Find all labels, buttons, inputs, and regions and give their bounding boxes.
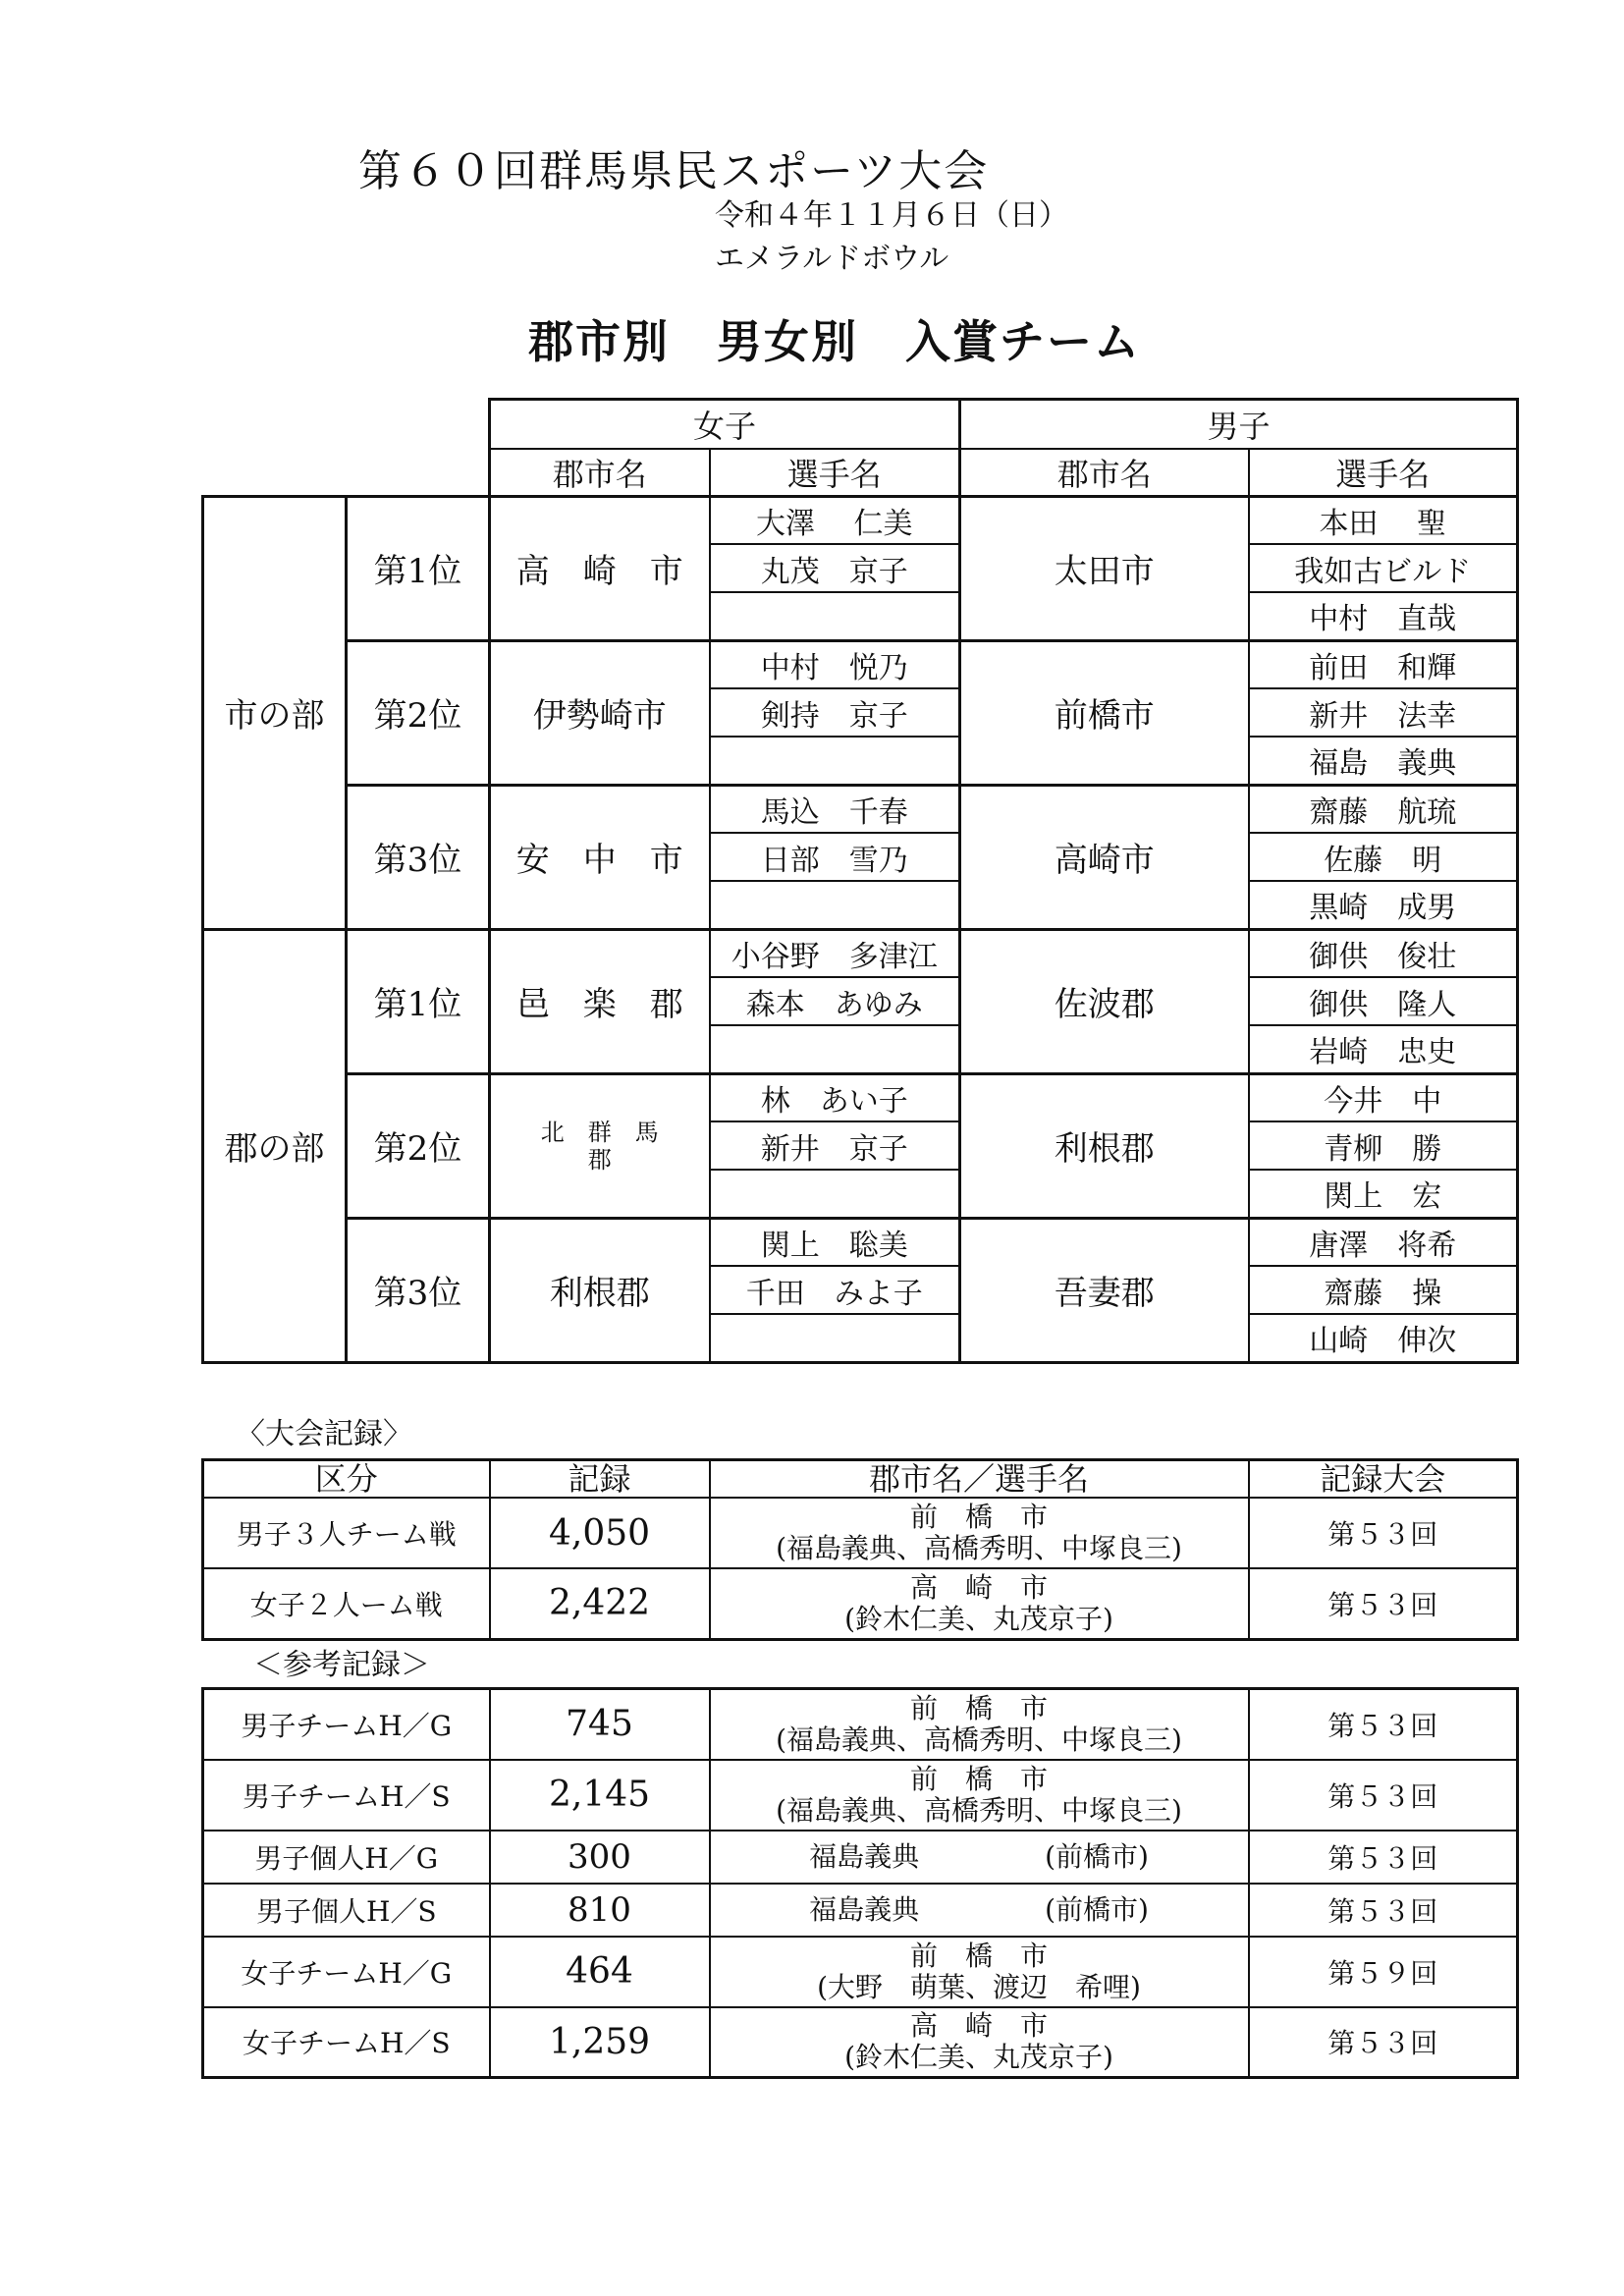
rank-label: 第3位: [347, 1218, 490, 1362]
ref-category: 女子チームH／S: [203, 2007, 490, 2078]
blank-corner: [203, 449, 490, 497]
record-players: (福島義典、高橋秀明、中塚良三): [776, 1532, 1182, 1564]
ref-holder: [710, 1831, 1249, 1884]
table-row: [203, 1568, 1518, 1639]
ref-category: 男子個人H／G: [203, 1831, 490, 1884]
men-player: 我如古ビルド: [1249, 544, 1518, 592]
women-city: 安 中 市: [490, 785, 710, 929]
ref-category: 男子個人H／S: [203, 1884, 490, 1937]
rank-label: 第2位: [347, 640, 490, 785]
record-event: 第５３回: [1249, 1568, 1518, 1639]
record-city: 前 橋 市: [909, 1501, 1048, 1533]
women-city-header: 郡市名: [490, 449, 710, 497]
table-row: [203, 1831, 1518, 1884]
col-header-event: 記録大会: [1249, 1460, 1518, 1499]
men-player: 新井 法幸: [1249, 688, 1518, 737]
men-player: 齋藤 航琉: [1249, 785, 1518, 833]
men-city: 前橋市: [960, 640, 1249, 785]
reference-table: [201, 1687, 1519, 2079]
men-player: 中村 直哉: [1249, 592, 1518, 640]
ref-score: 464: [490, 1937, 710, 2007]
women-player: 剣持 京子: [710, 688, 960, 737]
women-player: 森本 あゆみ: [710, 977, 960, 1025]
men-player: 前田 和輝: [1249, 640, 1518, 688]
women-player: 関上 聡美: [710, 1218, 960, 1266]
ref-category: 男子チームH／S: [203, 1760, 490, 1831]
event-venue: エメラルドボウル: [715, 242, 949, 276]
ref-affiliation: (前橋市): [1045, 1839, 1149, 1873]
rank-label: 第1位: [347, 929, 490, 1073]
blank-corner: [203, 400, 490, 449]
ref-category: 男子チームH／G: [203, 1689, 490, 1760]
ref-event: 第５３回: [1249, 1831, 1518, 1884]
ref-players: (鈴木仁美、丸茂京子): [844, 2041, 1113, 2074]
women-players-header: 選手名: [710, 449, 960, 497]
record-event: 第５３回: [1249, 1498, 1518, 1568]
rank-label: 第1位: [347, 496, 490, 640]
col-header-category: 区分: [203, 1460, 490, 1499]
ref-players: (福島義典、高橋秀明、中塚良三): [776, 1722, 1182, 1756]
ref-holder: [710, 1884, 1249, 1937]
record-category: 女子２人ーム戦: [203, 1568, 490, 1639]
women-player: 千田 みよ子: [710, 1266, 960, 1314]
ref-city: 前 橋 市: [909, 1691, 1048, 1724]
ref-holder: [710, 1760, 1249, 1831]
men-player: 黒崎 成男: [1249, 881, 1518, 929]
results-heading: 郡市別 男女別 入賞チーム: [528, 315, 1141, 368]
ref-players: (大野 萌葉、渡辺 希哩): [817, 1970, 1141, 2003]
col-header-score: 記録: [490, 1460, 710, 1499]
men-city: 吾妻郡: [960, 1218, 1249, 1362]
col-header-name: 郡市名／選手名: [710, 1460, 1249, 1499]
men-players-header: 選手名: [1249, 449, 1518, 497]
women-city: 高 崎 市: [490, 496, 710, 640]
record-holder: [710, 1568, 1249, 1639]
men-city-header: 郡市名: [960, 449, 1249, 497]
rank-label: 第2位: [347, 1073, 490, 1218]
women-player: [710, 1314, 960, 1362]
records-table: [201, 1458, 1519, 1641]
record-players: (鈴木仁美、丸茂京子): [844, 1602, 1113, 1635]
ref-event: 第５９回: [1249, 1937, 1518, 2007]
women-player: 新井 京子: [710, 1121, 960, 1170]
women-player: 丸茂 京子: [710, 544, 960, 592]
women-header: 女子: [490, 400, 960, 449]
women-player: 日部 雪乃: [710, 833, 960, 881]
table-row: [203, 2007, 1518, 2078]
women-player: 林 あい子: [710, 1073, 960, 1121]
table-row: [203, 1689, 1518, 1760]
ref-players: (福島義典、高橋秀明、中塚良三): [776, 1793, 1182, 1827]
men-player: 齋藤 操: [1249, 1266, 1518, 1314]
ref-event: 第５３回: [1249, 1760, 1518, 1831]
reference-label: ＜参考記録＞: [253, 1648, 430, 1682]
women-player: [710, 1025, 960, 1073]
division-label: 市の部: [203, 496, 347, 929]
men-player: 岩崎 忠史: [1249, 1025, 1518, 1073]
ref-city: 前 橋 市: [909, 1762, 1048, 1795]
men-player: 御供 俊壮: [1249, 929, 1518, 977]
record-score: 4,050: [490, 1498, 710, 1568]
document-title: 第６０回群馬県民スポーツ大会: [358, 146, 990, 196]
division-label: 郡の部: [203, 929, 347, 1362]
ref-category: 女子チームH／G: [203, 1937, 490, 2007]
women-player: [710, 1170, 960, 1218]
results-table: [201, 398, 1519, 1364]
men-player: 本田 聖: [1249, 496, 1518, 544]
men-player: 唐澤 将希: [1249, 1218, 1518, 1266]
record-city: 高 崎 市: [909, 1570, 1048, 1604]
table-row: [203, 1498, 1518, 1568]
men-player: 佐藤 明: [1249, 833, 1518, 881]
men-player: 青柳 勝: [1249, 1121, 1518, 1170]
ref-score: 810: [490, 1884, 710, 1937]
record-category: 男子３人チーム戦: [203, 1498, 490, 1568]
women-player: [710, 737, 960, 785]
women-city: 伊勢崎市: [490, 640, 710, 785]
ref-holder: [710, 1937, 1249, 2007]
men-header: 男子: [960, 400, 1518, 449]
women-player: 中村 悦乃: [710, 640, 960, 688]
women-player: [710, 881, 960, 929]
ref-event: 第５３回: [1249, 1884, 1518, 1937]
women-city: 利根郡: [490, 1218, 710, 1362]
men-player: 御供 隆人: [1249, 977, 1518, 1025]
ref-affiliation: (前橋市): [1045, 1892, 1149, 1926]
men-player: 山崎 伸次: [1249, 1314, 1518, 1362]
men-city: 利根郡: [960, 1073, 1249, 1218]
women-player: [710, 592, 960, 640]
ref-score: 1,259: [490, 2007, 710, 2078]
table-row: [203, 1884, 1518, 1937]
ref-city: 前 橋 市: [909, 1939, 1048, 1972]
women-player: 馬込 千春: [710, 785, 960, 833]
table-row: [203, 1760, 1518, 1831]
ref-holder: [710, 2007, 1249, 2078]
ref-name: 福島義典: [809, 1839, 920, 1873]
event-date: 令和４年１１月６日（日）: [715, 198, 1068, 233]
ref-event: 第５３回: [1249, 1689, 1518, 1760]
records-label: 〈大会記録〉: [236, 1417, 412, 1451]
women-player: 小谷野 多津江: [710, 929, 960, 977]
ref-name: 福島義典: [809, 1892, 920, 1926]
ref-score: 745: [490, 1689, 710, 1760]
ref-holder: [710, 1689, 1249, 1760]
women-city: 邑 楽 郡: [490, 929, 710, 1073]
ref-score: 2,145: [490, 1760, 710, 1831]
men-player: 関上 宏: [1249, 1170, 1518, 1218]
ref-event: 第５３回: [1249, 2007, 1518, 2078]
women-city: 北 群 馬 郡: [490, 1073, 710, 1218]
rank-label: 第3位: [347, 785, 490, 929]
ref-score: 300: [490, 1831, 710, 1884]
men-city: 太田市: [960, 496, 1249, 640]
men-player: 今井 中: [1249, 1073, 1518, 1121]
men-player: 福島 義典: [1249, 737, 1518, 785]
record-holder: [710, 1498, 1249, 1568]
men-city: 佐波郡: [960, 929, 1249, 1073]
ref-city: 高 崎 市: [909, 2009, 1048, 2043]
record-score: 2,422: [490, 1568, 710, 1639]
table-row: [203, 1937, 1518, 2007]
women-player: 大澤 仁美: [710, 496, 960, 544]
men-city: 高崎市: [960, 785, 1249, 929]
